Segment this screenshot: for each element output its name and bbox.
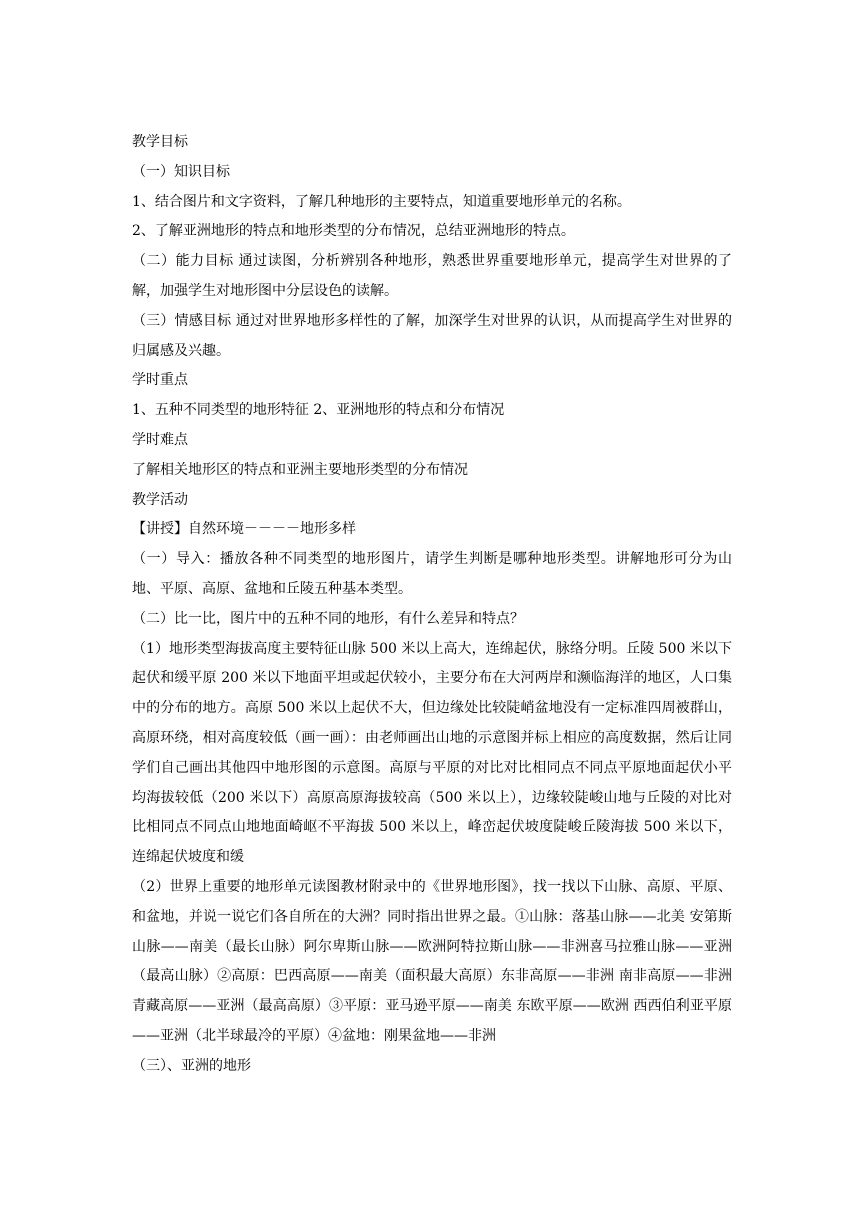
section-asia-landforms: （三）、亚洲的地形 [132, 1057, 251, 1074]
knowledge-goal-2: 2、了解亚洲地形的特点和地形类型的分布情况，总结亚洲地形的特点。 [132, 223, 575, 240]
paragraph-world-landforms: （2）世界上重要的地形单元读图教材附录中的《世界地形图》，找一找以下山脉、高原、平原、和盆地，并说一说它们各自所在的大洲？同时指出世界之最。①山脉：落基山脉——北美 安第斯山脉——南美（最长山脉）阿尔卑斯山脉——欧洲阿特拉斯山脉——非洲喜马拉雅山脉——亚洲（最高山脉）②高原：巴西高原——南美（面积最大高原）东非高原——非洲 南非高原——非洲 青藏高原——亚洲（最高高原）③平原：亚马逊平原——南美 东欧平原——欧洲 西西伯利亚平原——亚洲（北半球最冷的平原）④盆地：刚果盆地——非洲 [132, 878, 732, 1044]
heading-teaching-goals: 教学目标 [132, 134, 188, 150]
section-compare: （二）比一比，图片中的五种不同的地形，有什么差异和特点？ [132, 610, 524, 627]
key-points-text: 1、五种不同类型的地形特征 2、亚洲地形的特点和分布情况 [132, 402, 505, 419]
heading-key-points: 学时重点 [132, 372, 188, 389]
section-intro: （一）导入：播放各种不同类型的地形图片，请学生判断是哪种地形类型。讲解地形可分为山地、平原、高原、盆地和丘陵五种基本类型。 [132, 551, 732, 597]
subheading-knowledge-goals: （一）知识目标 [132, 163, 230, 180]
emotion-goal: （三）情感目标 通过对世界地形多样性的了解，加深学生对世界的认识，从而提高学生对世界的归属感及兴趣。 [132, 312, 732, 359]
paragraph-landform-types: （1）地形类型海拔高度主要特征山脉 500 米以上高大，连绵起伏，脉络分明。丘陵 500 米以下起伏和缓平原 200 米以下地面平坦或起伏较小，主要分布在大河两岸和濒临海洋的地区，人口集中的分布的地方。高原 500 米以上起伏不大，但边缘处比较陡峭盆地没有一定标准四周被群山，高原环绕，相对高度较低（画一画）：由老师画出山地的示意图并标上相应的高度数据，然后让同学们自己画出其他四中地形图的示意图。高原与平原的对比对比相同点不同点平原地面起伏小平均海拔较低（200 米以下）高原高原海拔较高（500 米以上），边缘较陡峻山地与丘陵的对比对比相同点不同点山地地面崎岖不平海拔 500 米以上，峰峦起伏坡度陡峻丘陵海拔 500 米以下，连绵起伏坡度和缓 [132, 640, 732, 866]
knowledge-goal-1: 1、结合图片和文字资料，了解几种地形的主要特点，知道重要地形单元的名称。 [132, 193, 631, 210]
ability-goal: （二）能力目标 通过读图，分析辨别各种地形，熟悉世界重要地形单元，提高学生对世界的了解，加强学生对地形图中分层设色的读解。 [132, 253, 732, 299]
document-body [132, 128, 732, 1082]
lecture-title: 【讲授】自然环境－－－－地形多样 [132, 521, 356, 538]
heading-teaching-activities: 教学活动 [132, 491, 188, 508]
heading-difficulties: 学时难点 [132, 431, 188, 448]
difficulties-text: 了解相关地形区的特点和亚洲主要地形类型的分布情况 [132, 461, 468, 478]
